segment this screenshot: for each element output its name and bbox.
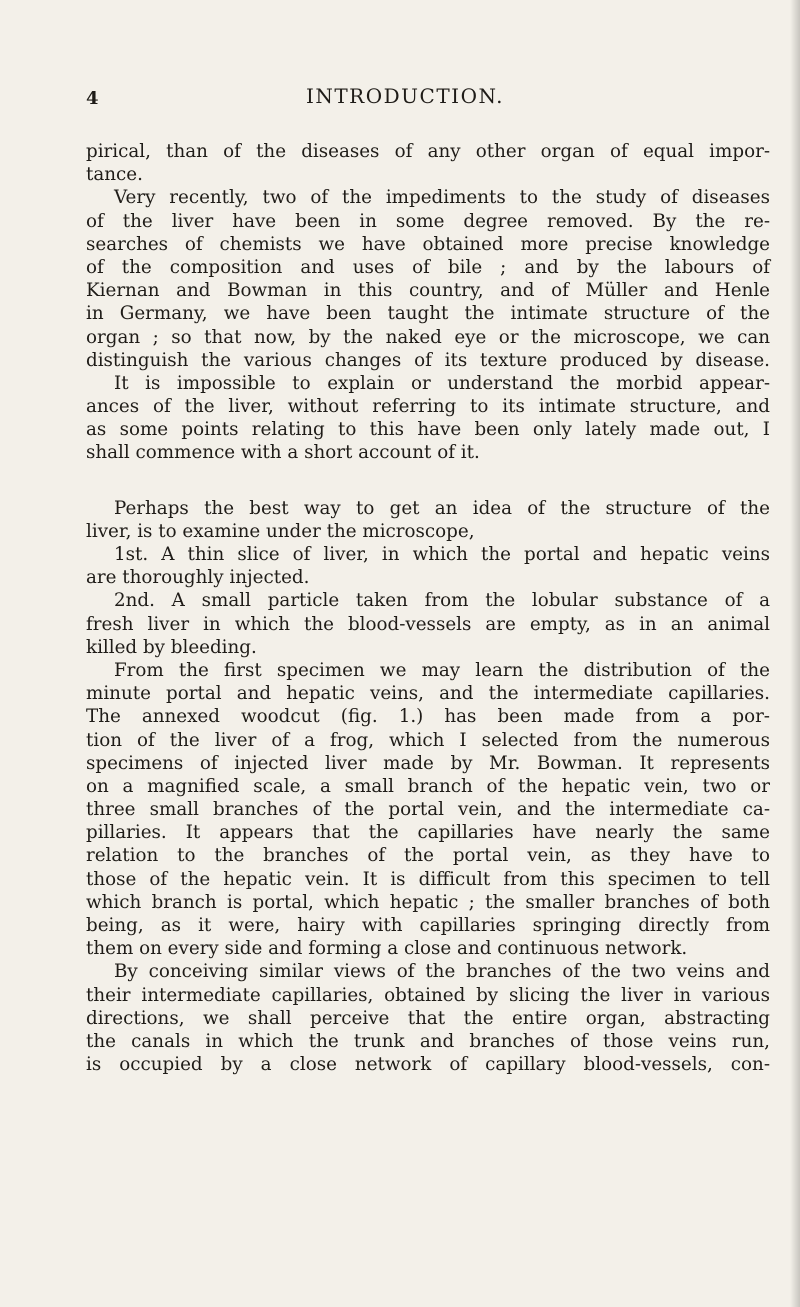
running-head: INTRODUCTION. bbox=[305, 84, 505, 108]
text-line: tion of the liver of a frog, which I selected from the numerous bbox=[86, 729, 770, 751]
paragraph-block-2 bbox=[86, 497, 770, 1077]
text-line: them on every side and forming a close and continuous network. bbox=[86, 938, 688, 960]
paragraph-gap bbox=[86, 465, 770, 497]
text-line: pirical, than of the diseases of any other organ of equal impor- bbox=[86, 141, 770, 162]
body-text bbox=[86, 140, 770, 1076]
text-line: 2nd. A small particle taken from the lobular substance of a bbox=[114, 590, 770, 612]
text-line: of the liver have been in some degree removed. By the re- bbox=[86, 210, 770, 232]
text-line: relation to the branches of the portal vein, as they have to bbox=[86, 845, 770, 867]
page-edge-shadow bbox=[790, 0, 800, 1307]
text-line: ances of the liver, without referring to its intimate structure, and bbox=[86, 396, 770, 418]
text-line: Kiernan and Bowman in this country, and of Müller and Henle bbox=[86, 280, 770, 302]
text-line: By conceiving similar views of the branches of the two veins and bbox=[114, 961, 770, 983]
text-line: fresh liver in which the blood-vessels are empty, as in an animal bbox=[86, 613, 770, 635]
text-line: shall commence with a short account of it. bbox=[86, 442, 480, 464]
page-number: 4 bbox=[86, 88, 99, 109]
paragraph-block-1 bbox=[86, 140, 770, 465]
text-line: Very recently, two of the impediments to the study of diseases bbox=[114, 187, 770, 209]
text-line: which branch is portal, which hepatic ; the smaller branches of both bbox=[86, 891, 770, 913]
text-line: searches of chemists we have obtained more precise knowledge bbox=[86, 233, 770, 255]
text-line: killed by bleeding. bbox=[86, 636, 257, 658]
text-line: those of the hepatic vein. It is difficult from this specimen to tell bbox=[86, 868, 770, 890]
text-line: the canals in which the trunk and branches of those veins run, bbox=[86, 1030, 770, 1052]
text-line: is occupied by a close network of capillary blood-vessels, con- bbox=[86, 1054, 770, 1076]
text-line: organ ; so that now, by the naked eye or the microscope, we can bbox=[86, 326, 770, 348]
text-line: The annexed woodcut (fig. 1.) has been made from a por- bbox=[86, 706, 770, 728]
text-line: on a magnified scale, a small branch of the hepatic vein, two or bbox=[86, 775, 770, 797]
text-line: directions, we shall perceive that the entire organ, abstracting bbox=[86, 1007, 770, 1029]
text-line: specimens of injected liver made by Mr. Bowman. It represents bbox=[86, 752, 770, 774]
text-line: From the first specimen we may learn the distribution of the bbox=[114, 659, 770, 681]
text-line: their intermediate capillaries, obtained by slicing the liver in various bbox=[86, 984, 770, 1006]
text-line: Perhaps the best way to get an idea of the structure of the bbox=[114, 497, 770, 519]
text-line: liver, is to examine under the microscope, bbox=[86, 520, 475, 542]
text-line: three small branches of the portal vein, and the intermediate ca- bbox=[86, 799, 770, 821]
text-line: in Germany, we have been taught the intimate structure of the bbox=[86, 303, 770, 325]
text-line: of the composition and uses of bile ; and by the labours of bbox=[86, 256, 770, 278]
text-line: as some points relating to this have been only lately made out, I bbox=[86, 419, 770, 441]
text-line: It is impossible to explain or understand the morbid appear- bbox=[114, 372, 770, 394]
text-line: are thoroughly injected. bbox=[86, 567, 310, 589]
text-line: distinguish the various changes of its texture produced by disease. bbox=[86, 349, 770, 371]
text-line: pillaries. It appears that the capillaries have nearly the same bbox=[86, 822, 770, 844]
text-line: tance. bbox=[86, 164, 143, 186]
text-line: being, as it were, hairy with capillaries springing directly from bbox=[86, 915, 770, 936]
text-line: minute portal and hepatic veins, and the intermediate capillaries. bbox=[86, 683, 770, 705]
text-line: 1st. A thin slice of liver, in which the portal and hepatic veins bbox=[114, 544, 770, 565]
